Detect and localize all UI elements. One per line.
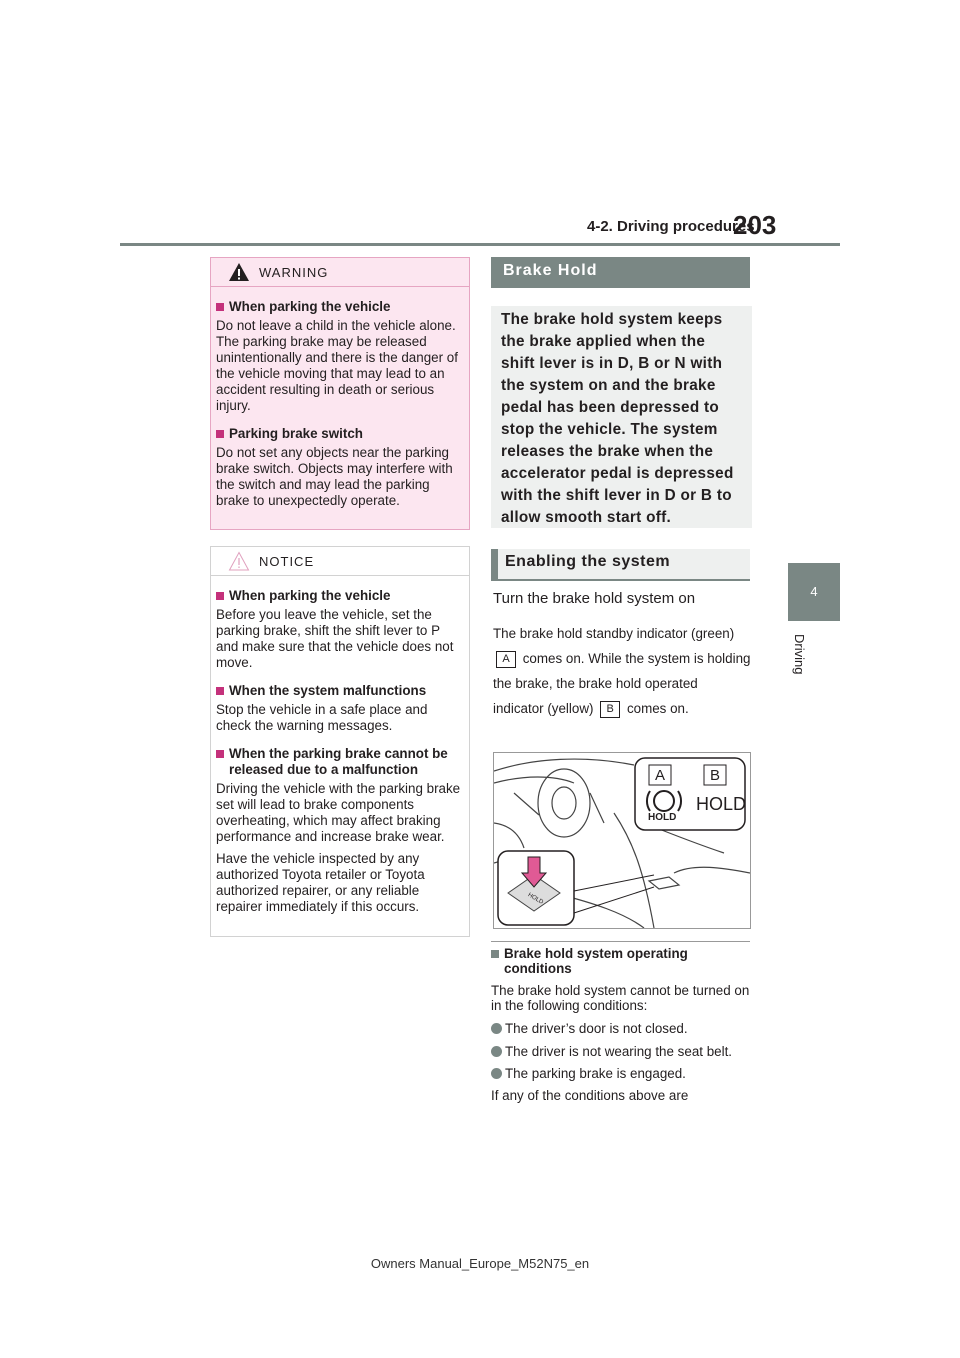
conditions-lead: The brake hold system cannot be turned on in the following conditions: <box>491 983 750 1013</box>
square-bullet-icon <box>216 687 224 695</box>
notice-item-heading: When the parking brake cannot be released due to a malfunction <box>216 746 463 778</box>
warning-item-text: Do not set any objects near the parking brake switch. Objects may interfere with the switch and may lead the parking brake to unexpectedly operate. <box>216 445 453 508</box>
list-item: The driver’s door is not closed. <box>491 1021 688 1036</box>
square-bullet-icon <box>216 430 224 438</box>
notice-item-text: Driving the vehicle with the parking brake set will lead to brake components overheating, which may affect braking performance and increase brake wear. <box>216 781 461 844</box>
bullet-icon <box>491 1023 502 1034</box>
page-number: 203 <box>733 210 777 240</box>
callout-a-tag: A <box>496 651 516 668</box>
bullet-icon <box>491 1068 502 1079</box>
warning-header <box>211 258 469 287</box>
square-bullet-icon <box>216 592 224 600</box>
brake-hold-heading: Brake Hold <box>491 257 750 288</box>
notice-item-heading: When the system malfunctions <box>216 683 463 699</box>
hold-icon-label: HOLD <box>648 812 677 823</box>
brake-hold-illustration <box>493 752 751 929</box>
notice-item-text: Stop the vehicle in a safe place and check the warning messages. <box>216 702 428 733</box>
hold-indicator-text: HOLD <box>696 794 747 814</box>
section-label: 4-2. Driving procedures <box>587 218 755 235</box>
square-bullet-icon <box>216 303 224 311</box>
step-instruction: Turn the brake hold system on <box>493 590 696 607</box>
warning-item-heading: Parking brake switch <box>216 426 463 442</box>
list-item: The driver is not wearing the seat belt. <box>491 1044 732 1059</box>
notice-item-text: Before you leave the vehicle, set the parking brake, shift the shift lever to P and make sure that the vehicle does not move. <box>216 607 454 670</box>
notice-box <box>210 546 470 937</box>
chapter-tab[interactable]: 4 <box>788 563 840 621</box>
warning-box <box>210 257 470 530</box>
step-description: The brake hold standby indicator (green) A comes on. While the system is holding the brake, the brake hold operated indicator (yellow) B comes on. <box>493 626 751 716</box>
notice-title: NOTICE <box>259 554 315 569</box>
warning-item-text: Do not leave a child in the vehicle alone. The parking brake may be released unintentionally and there is the danger of the vehicle moving that may lead to an accident resulting in death or serious injury. <box>216 318 458 413</box>
square-bullet-icon <box>216 750 224 758</box>
enabling-heading: Enabling the system <box>491 549 750 581</box>
chapter-label: Driving <box>792 634 807 675</box>
header-rule <box>120 243 840 246</box>
conditions-heading: Brake hold system operating conditions <box>491 946 753 976</box>
bullet-icon <box>491 1046 502 1057</box>
divider <box>491 941 750 942</box>
callout-b-tag: B <box>600 701 620 718</box>
conditions-continuation: If any of the conditions above are <box>491 1088 689 1103</box>
figure-callout-a: A <box>655 767 666 784</box>
figure-callout-b: B <box>710 767 721 784</box>
notice-triangle-icon <box>228 551 250 571</box>
warning-item-heading: When parking the vehicle <box>216 299 463 315</box>
warning-title: WARNING <box>259 265 329 280</box>
brake-hold-intro: The brake hold system keeps the brake applied when the shift lever is in D, B or N with the system on and the brake pedal has been depressed to stop the vehicle. The system releases the brake when the accelerator pedal is depressed with the shift lever in D or B to allow smooth start off. <box>491 306 752 528</box>
notice-item-heading: When parking the vehicle <box>216 588 463 604</box>
warning-triangle-icon <box>228 262 250 282</box>
square-bullet-icon <box>491 950 499 958</box>
notice-header <box>211 547 469 576</box>
footer-text: Owners Manual_Europe_M52N75_en <box>370 1256 590 1271</box>
list-item: The parking brake is engaged. <box>491 1066 686 1081</box>
notice-item-text: Have the vehicle inspected by any authorized Toyota retailer or Toyota authorized repairer, or any reliable repairer immediately if this occurs. <box>216 851 425 914</box>
hold-switch-label: HOLD <box>526 892 545 906</box>
